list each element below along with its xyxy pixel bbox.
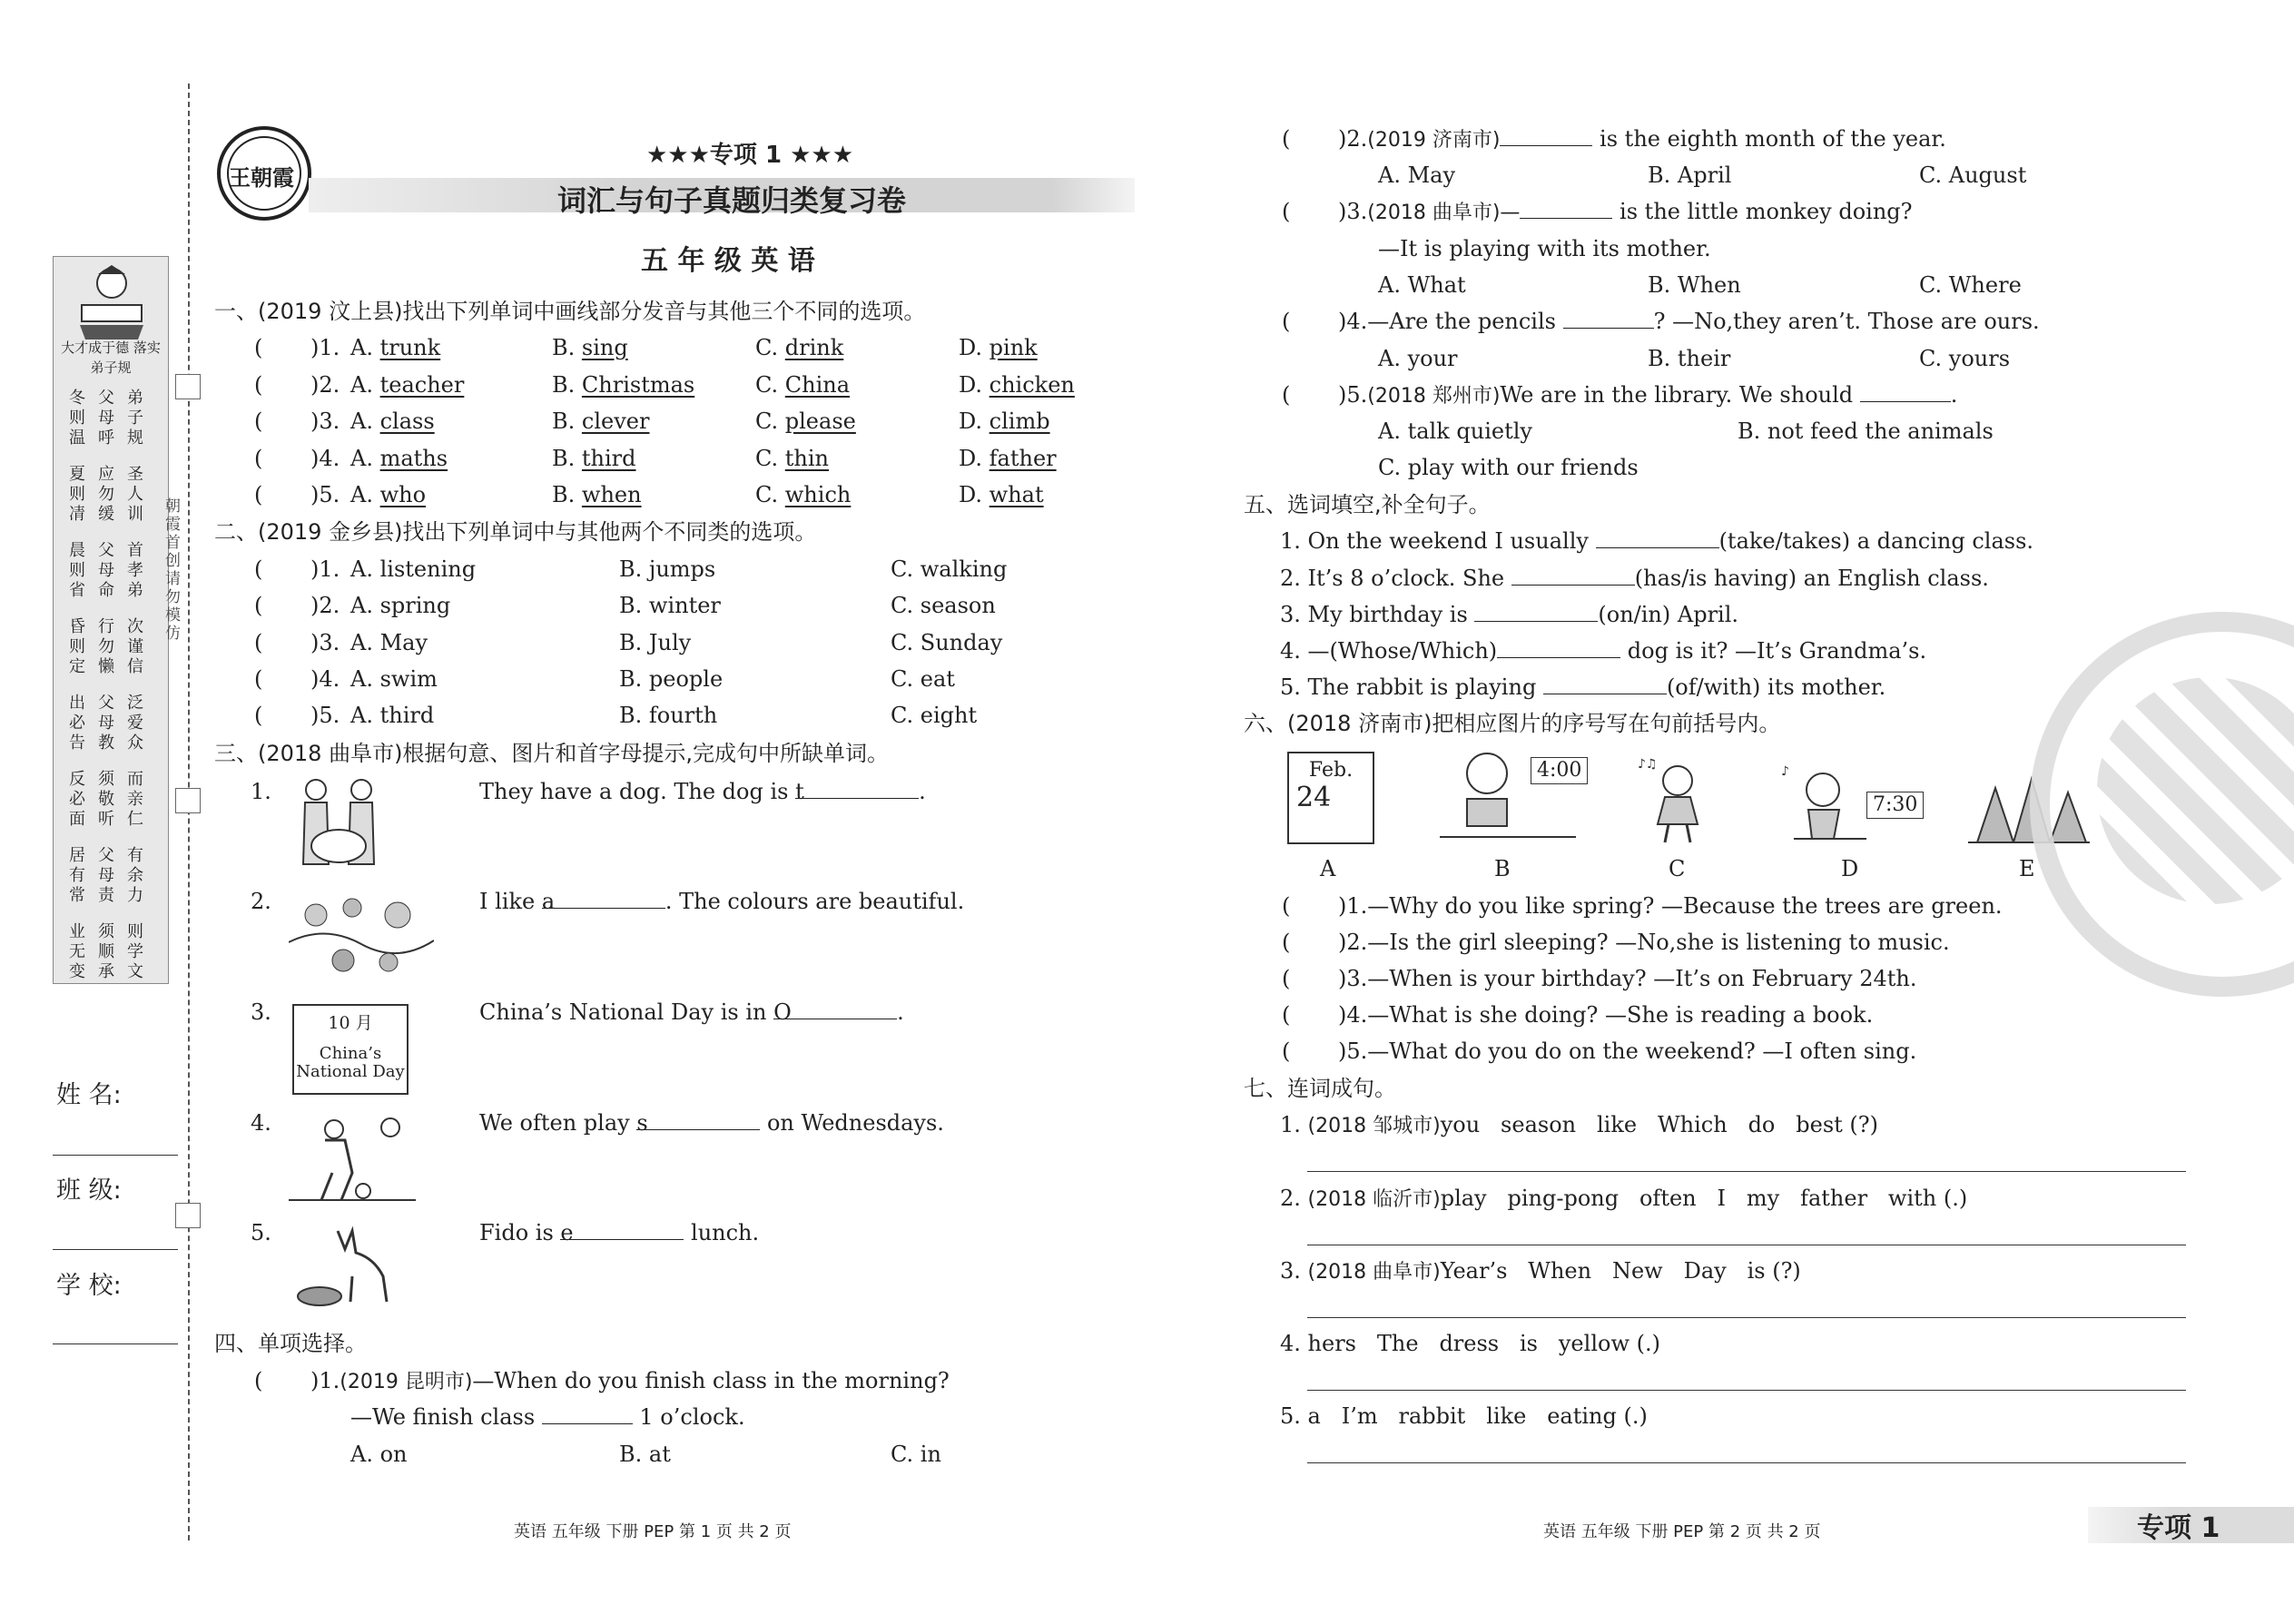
option-b[interactable]: B. sing — [552, 335, 628, 360]
option-c[interactable]: C. eat — [891, 666, 955, 692]
answer-paren[interactable]: ( — [1282, 126, 1291, 152]
answer-paren[interactable]: ( — [254, 593, 263, 618]
answer-line[interactable] — [1307, 1317, 2186, 1318]
option-d[interactable]: D. what — [959, 482, 1044, 507]
sidebar-vertical-note: 朝霞首创 请勿模仿 — [165, 497, 181, 643]
sentence-start: Fido is — [479, 1220, 561, 1245]
sentence-end: . — [919, 779, 926, 804]
clock-d: 7:30 — [1866, 792, 1924, 819]
qn: )4. — [1338, 309, 1368, 334]
s4-q3-stem2: —It is playing with its mother. — [1378, 236, 1711, 261]
question-number: )1. — [310, 556, 340, 582]
stem-b: . — [1950, 382, 1958, 408]
city: (2018 邹城市) — [1307, 1115, 1441, 1137]
poem-column: 须顺承 — [98, 922, 114, 981]
poem-column: 昏则定 — [69, 617, 85, 676]
s4-q2-option-c[interactable]: C. August — [1919, 162, 2027, 188]
answer-paren[interactable]: ( — [1282, 382, 1291, 408]
answer-paren[interactable]: ( — [1282, 1038, 1291, 1064]
dog-eating-picture — [292, 1222, 398, 1311]
family-dog-picture — [289, 773, 389, 873]
word-list — [1280, 1111, 1878, 1140]
answer-blank[interactable] — [795, 778, 919, 804]
sentence-end: (on/in) April. — [1598, 602, 1739, 627]
fill-sentence — [1280, 527, 2033, 555]
poem-column: 泛爱众 — [127, 694, 143, 753]
question-number: )4. — [310, 446, 340, 471]
answer-blank[interactable] — [541, 888, 665, 914]
s4-q4-blank[interactable] — [1563, 308, 1654, 329]
name-label: 姓 名: — [56, 1081, 122, 1109]
section-7-title: 七、连词成句。 — [1244, 1076, 1396, 1101]
stem-b: ? —No,they aren’t. Those are ours. — [1653, 309, 2040, 334]
section-4-title: 四、单项选择。 — [214, 1331, 367, 1356]
option-a[interactable]: A. May — [350, 630, 428, 655]
answer-blank[interactable] — [1474, 601, 1598, 622]
option-d[interactable]: D. chicken — [959, 372, 1075, 398]
topic-label: ★★★专项 1 ★★★ — [646, 142, 854, 169]
word-list — [1280, 1257, 1801, 1286]
cal-day: 24 — [1296, 782, 1332, 813]
option-b[interactable]: B. winter — [619, 593, 721, 618]
fill-sentence — [479, 999, 904, 1026]
picture-label: A — [1320, 856, 1336, 881]
poem-column: 父母责 — [98, 846, 114, 905]
class-label: 班 级: — [56, 1176, 122, 1205]
item-number: 1. — [251, 779, 271, 804]
option-b[interactable]: B. when — [552, 482, 642, 507]
question-number: )2. — [310, 372, 340, 398]
option-c[interactable]: C. Sunday — [891, 630, 1003, 655]
poem-column: 首孝弟 — [127, 541, 143, 600]
s4-q2-stem — [1338, 125, 1946, 154]
s4-q3-option-b[interactable]: B. When — [1648, 272, 1741, 298]
option-c[interactable]: C. season — [891, 593, 996, 618]
answer-blank[interactable] — [636, 1109, 760, 1136]
footer-left: 英语 五年级 下册 PEP 第 1 页 共 2 页 — [514, 1522, 792, 1541]
answer-paren[interactable]: ( — [254, 703, 263, 728]
fill-sentence — [479, 1219, 759, 1246]
s4-q5-blank[interactable] — [1860, 381, 1951, 402]
option-a[interactable]: A. maths — [350, 446, 448, 471]
sidebar-motto: 大才成于德 落实弟子规 — [61, 340, 161, 376]
option-a[interactable]: A. trunk — [350, 335, 441, 360]
poem-column: 则学文 — [127, 922, 143, 981]
answer-paren[interactable]: ( — [1282, 893, 1291, 919]
footer-tab: 专项 1 — [2137, 1512, 2220, 1544]
poem-column: 应勿缓 — [98, 465, 114, 524]
poem-column: 夏则凊 — [69, 465, 85, 524]
s4-q5-option-b[interactable]: B. not feed the animals — [1738, 418, 1994, 444]
qn: )5. — [1338, 1038, 1368, 1064]
option-a[interactable]: A. spring — [350, 593, 451, 618]
sentence-start: I like — [479, 889, 542, 914]
s4-q1-option-c[interactable]: C. in — [891, 1442, 941, 1467]
word-list — [1280, 1185, 1967, 1214]
poem-column: 父母教 — [98, 694, 114, 753]
item-number: 5. — [251, 1220, 271, 1245]
fill-sentence — [1280, 601, 1738, 628]
hint-letter: a — [541, 889, 556, 914]
matching-sentence — [1338, 892, 2003, 920]
picture-label: D — [1841, 856, 1859, 881]
option-d[interactable]: D. pink — [959, 335, 1038, 360]
option-d[interactable]: D. father — [959, 446, 1057, 471]
picture-label: E — [2019, 856, 2035, 881]
question-number: )3. — [310, 630, 340, 655]
answer-paren[interactable]: ( — [254, 372, 263, 398]
answer-paren[interactable]: ( — [254, 556, 263, 582]
option-c[interactable]: C. which — [755, 482, 852, 507]
fill-sentence — [1280, 565, 1989, 592]
fill-sentence — [479, 778, 926, 805]
qn: )2. — [1338, 126, 1368, 152]
option-b[interactable]: B. Christmas — [552, 372, 695, 398]
sentence-end: (of/with) its mother. — [1666, 674, 1886, 700]
sentence-start: China’s National Day is in — [479, 999, 774, 1025]
qn: )5. — [1338, 382, 1368, 408]
sentence-end: lunch. — [684, 1220, 760, 1245]
girl-listening-picture — [1776, 755, 1876, 846]
sentence-start: 1. On the weekend I usually — [1280, 528, 1596, 554]
item-number: 4. — [251, 1110, 271, 1136]
city: (2018 曲阜市)— — [1367, 202, 1521, 224]
text: —Is the girl sleeping? —No,she is listening to music. — [1367, 930, 1950, 955]
answer-paren[interactable]: ( — [1282, 1002, 1291, 1028]
sentence-start: We often play — [479, 1110, 637, 1136]
section-6-title: 六、(2018 济南市)把相应图片的序号写在句前括号内。 — [1244, 711, 1781, 736]
sentence-start: 5. The rabbit is playing — [1280, 674, 1543, 700]
text: —When is your birthday? —It’s on February 24th. — [1367, 966, 1917, 991]
answer-blank[interactable] — [560, 1219, 684, 1245]
answer-paren[interactable]: ( — [1282, 309, 1291, 334]
item-number: 1. — [1280, 1112, 1301, 1137]
item-number: 5. — [1280, 1403, 1301, 1429]
option-b[interactable]: B. people — [619, 666, 724, 692]
stem: is the little monkey doing? — [1612, 199, 1913, 224]
calendar-line-1: China’s — [319, 1044, 382, 1063]
qn: )3. — [1338, 199, 1368, 224]
binding-mark — [175, 788, 201, 813]
item-number: 2. — [1280, 1186, 1301, 1211]
poem-column: 行勿懒 — [98, 617, 114, 676]
option-d[interactable]: D. climb — [959, 408, 1050, 434]
answer-blank[interactable] — [1511, 565, 1635, 586]
sentence-end: . The colours are beautiful. — [665, 889, 965, 914]
answer-paren[interactable]: ( — [1282, 930, 1291, 955]
name-field[interactable] — [53, 1155, 178, 1156]
section-5-title: 五、选词填空,补全句子。 — [1244, 492, 1491, 517]
calendar-month: 10 月 — [328, 1013, 373, 1033]
svg-text:♪: ♪ — [1781, 764, 1789, 779]
word-list — [1280, 1403, 1648, 1430]
answer-paren[interactable]: ( — [254, 408, 263, 434]
item-number: 3. — [1280, 1258, 1301, 1284]
matching-sentence — [1338, 929, 1950, 956]
item-number: 2. — [251, 889, 271, 914]
answer-paren[interactable]: ( — [254, 482, 263, 507]
item-number: 4. — [1280, 1331, 1301, 1356]
option-c[interactable]: C. thin — [755, 446, 829, 471]
sentence-end: on Wednesdays. — [760, 1110, 944, 1136]
poem-column: 次谨信 — [127, 617, 143, 676]
poem-column: 居有常 — [69, 846, 85, 905]
flowers-picture — [289, 888, 434, 977]
sentence-end: dog is it? —It’s Grandma’s. — [1620, 638, 1927, 664]
matching-sentence — [1338, 965, 1917, 992]
s4-q4-option-b[interactable]: B. their — [1648, 346, 1731, 371]
option-b[interactable]: B. clever — [552, 408, 650, 434]
option-a[interactable]: A. who — [350, 482, 427, 507]
svg-text:♪♫: ♪♫ — [1638, 757, 1658, 772]
s4-q1-paren: ( — [254, 1368, 263, 1393]
answer-blank[interactable] — [1497, 637, 1620, 658]
words: hers The dress is yellow (.) — [1307, 1331, 1660, 1356]
s4-q2-blank[interactable] — [1500, 125, 1592, 146]
poem-column: 而亲仁 — [127, 770, 143, 829]
option-c[interactable]: C. China — [755, 372, 851, 398]
poem-column: 有余力 — [127, 846, 143, 905]
poem-column: 反必面 — [69, 770, 85, 829]
calendar-line-2: National Day — [296, 1062, 405, 1081]
s4-q3-blank[interactable] — [1520, 198, 1612, 219]
answer-line[interactable] — [1307, 1462, 2186, 1463]
s4-q3-option-c[interactable]: C. Where — [1919, 272, 2022, 298]
fill-sentence — [479, 1109, 944, 1137]
option-c[interactable]: C. please — [755, 408, 856, 434]
s4-q4-stem — [1338, 308, 2040, 335]
sentence-start: They have a dog. The dog is — [479, 779, 796, 804]
logo-text: 王朝霞 — [229, 164, 294, 191]
poem-column: 圣人训 — [127, 465, 143, 524]
sentence-end: . — [897, 999, 904, 1025]
text: —What do you do on the weekend? —I often sing. — [1367, 1038, 1917, 1064]
matching-sentence — [1338, 1001, 1873, 1029]
question-number: )2. — [310, 593, 340, 618]
question-number: )4. — [310, 666, 340, 692]
s4-q1-blank[interactable] — [542, 1403, 633, 1424]
option-a[interactable]: A. class — [350, 408, 435, 434]
school-label: 学 校: — [56, 1272, 122, 1300]
answer-blank[interactable] — [1543, 674, 1667, 694]
answer-paren[interactable]: ( — [1282, 199, 1291, 224]
s4-q4-option-c[interactable]: C. yours — [1919, 346, 2011, 371]
qn: )1. — [1338, 893, 1368, 919]
stem: is the eighth month of the year. — [1592, 126, 1946, 152]
words: play ping-pong often I my father with (.) — [1440, 1186, 1968, 1211]
qn: )4. — [1338, 1002, 1368, 1028]
option-b[interactable]: B. July — [619, 630, 692, 655]
s4-q1-stem2: —We finish class 1 o’clock. — [350, 1404, 745, 1430]
city: (2018 曲阜市) — [1307, 1261, 1441, 1284]
city: (2018 临沂市) — [1307, 1188, 1441, 1211]
option-c[interactable]: C. eight — [891, 703, 978, 728]
sentence-start: 2. It’s 8 o’clock. She — [1280, 566, 1511, 591]
s4-q1-stem: )1.(2019 昆明市)—When do you finish class in the morning? — [310, 1368, 950, 1393]
picture-label: C — [1669, 856, 1686, 881]
words: Year’s When New Day is (?) — [1440, 1258, 1801, 1284]
item-number: 3. — [251, 999, 271, 1025]
sentence-start: 4. —(Whose/Which) — [1280, 638, 1498, 664]
qn: )2. — [1338, 930, 1368, 955]
answer-paren[interactable]: ( — [1282, 966, 1291, 991]
school-field[interactable] — [53, 1343, 178, 1344]
poem-column: 父母命 — [98, 541, 114, 600]
page-title: 词汇与句子真题归类复习卷 — [557, 183, 907, 218]
s4-q3-option-a[interactable]: A. What — [1378, 272, 1466, 298]
text: —Why do you like spring? —Because the trees are green. — [1367, 893, 2003, 919]
poem-column: 须敬听 — [98, 770, 114, 829]
answer-paren[interactable]: ( — [254, 666, 263, 692]
class-field[interactable] — [53, 1249, 178, 1250]
city: (2019 济南市) — [1367, 129, 1501, 152]
poem-column: 冬则温 — [69, 389, 85, 448]
picture-label: B — [1494, 856, 1511, 881]
sentence-start: 3. My birthday is — [1280, 602, 1475, 627]
qn: )3. — [1338, 966, 1368, 991]
words: you season like Which do best (?) — [1440, 1112, 1879, 1137]
football-picture — [289, 1109, 416, 1204]
s4-q1-option-b[interactable]: B. at — [619, 1442, 671, 1467]
option-c[interactable]: C. walking — [891, 556, 1008, 582]
option-a[interactable]: A. third — [350, 703, 435, 728]
cal-month: Feb. — [1308, 759, 1354, 782]
footer-right: 英语 五年级 下册 PEP 第 2 页 共 2 页 — [1543, 1522, 1821, 1541]
scholar-icon — [62, 261, 162, 343]
answer-blank[interactable] — [773, 999, 897, 1025]
question-number: )1. — [310, 335, 340, 360]
answer-blank[interactable] — [1596, 527, 1719, 548]
question-number: )5. — [310, 482, 340, 507]
fill-sentence — [479, 888, 964, 915]
text: —What is she doing? —She is reading a book. — [1367, 1002, 1874, 1028]
hint-letter: t — [795, 779, 804, 804]
stem: We are in the library. We should — [1500, 382, 1860, 408]
word-list — [1280, 1330, 1660, 1357]
stem: —Are the pencils — [1367, 309, 1563, 334]
answer-paren[interactable]: ( — [254, 335, 263, 360]
option-c[interactable]: C. drink — [755, 335, 844, 360]
s4-q2-option-b[interactable]: B. April — [1648, 162, 1732, 188]
poem-column: 晨则省 — [69, 541, 85, 600]
s4-q1-option-a[interactable]: A. on — [350, 1442, 408, 1467]
poem-column: 父母呼 — [98, 389, 114, 448]
s4-q5-option-c[interactable]: C. play with our friends — [1378, 455, 1639, 480]
hint-letter: O — [773, 999, 792, 1025]
girl-singing-picture — [1634, 752, 1721, 846]
poem-column: 弟子规 — [127, 389, 143, 448]
option-a[interactable]: A. swim — [350, 666, 438, 692]
sentence-end: (take/takes) a dancing class. — [1718, 528, 2034, 554]
page-subtitle: 五 年 级 英 语 — [641, 245, 815, 277]
option-b[interactable]: B. third — [552, 446, 636, 471]
clock-b: 4:00 — [1531, 757, 1588, 784]
hint-letter: s — [636, 1110, 648, 1136]
binding-mark — [175, 374, 201, 399]
section-1-title: 一、(2019 汶上县)找出下列单词中画线部分发音与其他三个不同的选项。 — [214, 299, 926, 324]
answer-line[interactable] — [1307, 1390, 2186, 1391]
city: (2018 郑州市) — [1367, 385, 1501, 408]
hint-letter: e — [560, 1220, 574, 1245]
option-a[interactable]: A. listening — [350, 556, 477, 582]
poem-column: 业无变 — [69, 922, 85, 981]
poem-column: 出必告 — [69, 694, 85, 753]
s4-q5-option-a[interactable]: A. talk quietly — [1378, 418, 1532, 444]
words: a I’m rabbit like eating (.) — [1307, 1403, 1648, 1429]
answer-paren[interactable]: ( — [254, 630, 263, 655]
answer-paren[interactable]: ( — [254, 446, 263, 471]
option-b[interactable]: B. fourth — [619, 703, 718, 728]
section-3-title: 三、(2018 曲阜市)根据句意、图片和首字母提示,完成句中所缺单词。 — [214, 741, 890, 766]
fill-sentence — [1280, 674, 1885, 701]
matching-sentence — [1338, 1038, 1916, 1065]
binding-mark — [175, 1203, 201, 1228]
calendar-picture — [1287, 752, 1374, 844]
answer-line[interactable] — [1307, 1171, 2186, 1172]
national-day-calendar — [292, 1004, 409, 1095]
question-number: )5. — [310, 703, 340, 728]
s4-q3-stem — [1338, 198, 1913, 227]
fill-sentence — [1280, 637, 1926, 664]
section-2-title: 二、(2019 金乡县)找出下列单词中与其他两个不同类的选项。 — [214, 519, 817, 545]
sentence-end: (has/is having) an English class. — [1634, 566, 1989, 591]
s4-q2-option-a[interactable]: A. May — [1378, 162, 1456, 188]
option-b[interactable]: B. jumps — [619, 556, 716, 582]
s4-q5-stem — [1338, 381, 1957, 410]
option-a[interactable]: A. teacher — [350, 372, 465, 398]
s4-q4-option-a[interactable]: A. your — [1378, 346, 1458, 371]
question-number: )3. — [310, 408, 340, 434]
